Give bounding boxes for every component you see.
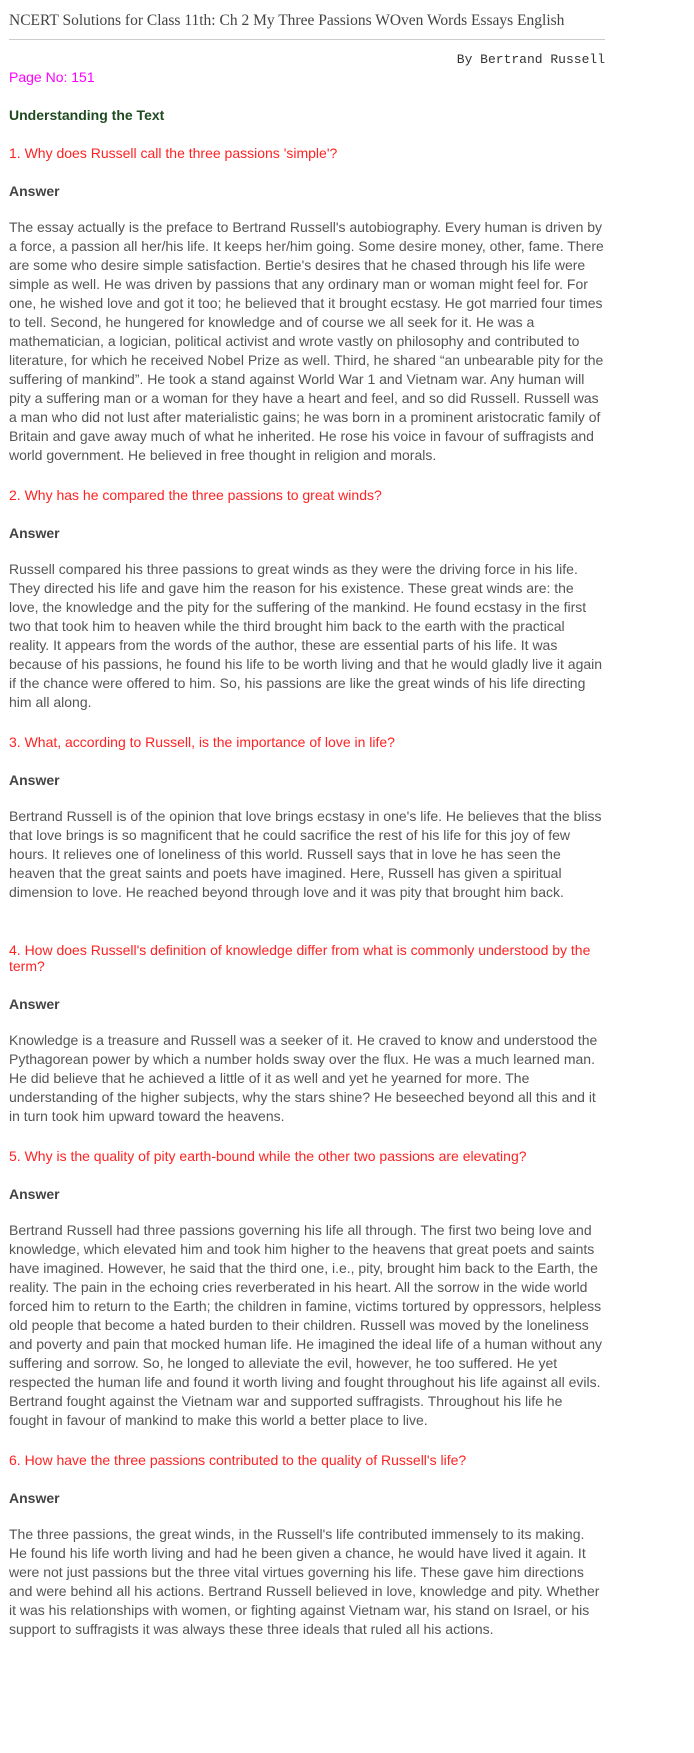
qa-block-6 bbox=[9, 1452, 605, 1639]
page-number: Page No: 151 bbox=[9, 69, 95, 85]
answer-label-4: Answer bbox=[9, 996, 60, 1012]
qa-block-5 bbox=[9, 1148, 605, 1430]
answer-label-3: Answer bbox=[9, 772, 60, 788]
author-byline: By Bertrand Russell bbox=[456, 52, 605, 67]
answer-text-6: The three passions, the great winds, in the Russell's life contributed immensely to its making. He found his life worth living and had he been given a chance, he would have lived it again. It were not just passions but the three vital virtues governing his life. These gave him directions and were behind all his actions. Bertrand Russell believed in love, knowledge and pity. Whether it was his relationships with women, or fighting against Vietnam war, his stand on Israel, or his support to suffragists it was always these three ideals that ruled all his actions. bbox=[9, 1526, 600, 1637]
qa-block-4 bbox=[9, 942, 605, 1126]
question-4: 4. How does Russell's definition of knowledge differ from what is commonly understood by the term? bbox=[9, 942, 591, 974]
question-3: 3. What, according to Russell, is the importance of love in life? bbox=[9, 734, 395, 750]
question-2: 2. Why has he compared the three passions to great winds? bbox=[9, 487, 382, 503]
answer-label-1: Answer bbox=[9, 183, 60, 199]
section-heading: Understanding the Text bbox=[9, 107, 165, 123]
question-5: 5. Why is the quality of pity earth-bound while the other two passions are elevating? bbox=[9, 1148, 527, 1164]
answer-label-2: Answer bbox=[9, 525, 60, 541]
answer-text-1: The essay actually is the preface to Bertrand Russell's autobiography. Every human is driven by a force, a passion all her/his life. It keeps her/him going. Some desire money, other, fame. There are some who desire simple satisfaction. Bertie's desires that he chased through his life were simple as well. He was driven by passions that any ordinary man or woman might feel for. For one, he wished love and got it too; he believed that it brought ecstasy. He got married four times to tell. Second, he hungered for knowledge and of course we all seek for it. He was a mathematician, a logician, political activist and wrote vastly on philosophy and contributed to literature, for which he received Nobel Prize as well. Third, he shared “an unbearable pity for the suffering of mankind”. He took a stand against World War 1 and Vietnam war. Any human will pity a suffering man or a woman for they have a heart and feel, and so did Russell. Russell was a man who did not lust after materialistic gains; he was born in a prominent aristocratic family of Britain and gave away much of what he inherited. He rose his voice in favour of suffragists and world government. He believed in free thought in religion and morals. bbox=[9, 219, 604, 463]
question-6: 6. How have the three passions contributed to the quality of Russell's life? bbox=[9, 1452, 467, 1468]
answer-label-5: Answer bbox=[9, 1186, 60, 1202]
page-title: NCERT Solutions for Class 11th: Ch 2 My Three Passions WOven Words Essays English bbox=[9, 12, 605, 40]
qa-block-1 bbox=[9, 145, 605, 465]
qa-block-3 bbox=[9, 734, 605, 902]
qa-block-2 bbox=[9, 487, 605, 712]
answer-text-5: Bertrand Russell had three passions governing his life all through. The first two being love and knowledge, which elevated him and took him higher to the heavens that great poets and saints have imagined. However, he said that the third one, i.e., pity, brought him back to the Earth, the reality. The pain in the echoing cries reverberated in his heart. All the sorrow in the wide world forced him to return to the Earth; the children in famine, victims tortured by oppressors, helpless old people that become a hated burden to their children. Russell was moved by the loneliness and poverty and pain that mocked human life. He imagined the ideal life of a human without any suffering and sorrow. So, he longed to alleviate the evil, however, he too suffered. He yet respected the human life and found it worth living and fought throughout his life against all evils. Bertrand fought against the Vietnam war and supported suffragists. Throughout his life he fought in favour of mankind to make this world a better place to live. bbox=[9, 1222, 603, 1428]
answer-label-6: Answer bbox=[9, 1490, 60, 1506]
question-1: 1. Why does Russell call the three passions 'simple'? bbox=[9, 145, 338, 161]
spacer bbox=[9, 902, 605, 920]
answer-text-3: Bertrand Russell is of the opinion that love brings ecstasy in one's life. He believes that the bliss that love brings is so magnificent that he could sacrifice the rest of his life for this joy of few hours. It relieves one of loneliness of this world. Russell says that in love he has seen the heaven that the great saints and poets have imagined. Here, Russell has given a spiritual dimension to love. He reached beyond through love and it was pity that brought him back. bbox=[9, 808, 602, 900]
answer-text-2: Russell compared his three passions to great winds as they were the driving force in his life. They directed his life and gave him the reason for his existence. These great winds are: the love, the knowledge and the pity for the suffering of the mankind. He found ecstasy in the first two that took him to heaven while the third brought him back to the earth with the practical reality. It appears from the words of the author, these are essential parts of his life. It was because of his passions, he found his life to be worth living and that he would gladly live it again if the chance were offered to him. So, his passions are like the great winds of his life directing him all along. bbox=[9, 561, 603, 710]
answer-text-4: Knowledge is a treasure and Russell was a seeker of it. He craved to know and understood the Pythagorean power by which a number holds sway over the flux. He was a much learned man. He did believe that he achieved a little of it as well and yet he yearned for more. The understanding of the higher subjects, why the stars shine? He beseeched beyond all this and it in turn took him upward toward the heavens. bbox=[9, 1032, 598, 1124]
